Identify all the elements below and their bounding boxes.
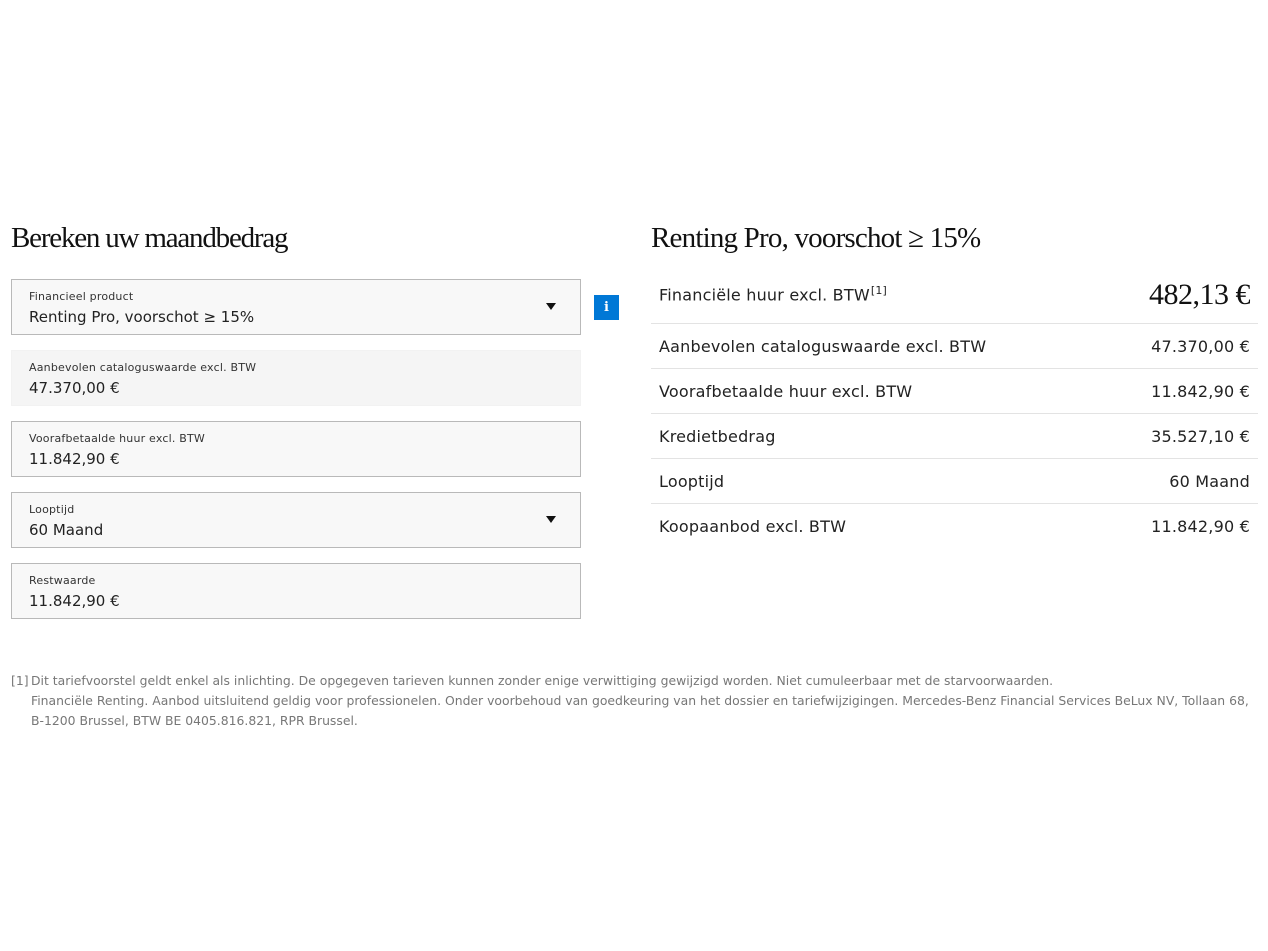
summary-row bbox=[651, 414, 1258, 459]
residual-value-value[interactable]: 11.842,90 € bbox=[29, 592, 120, 610]
summary-row bbox=[651, 504, 1258, 549]
summary-row bbox=[651, 459, 1258, 504]
summary-table bbox=[651, 266, 1258, 549]
summary-row-label: Koopaanbod excl. BTW bbox=[659, 517, 847, 536]
summary-row bbox=[651, 324, 1258, 369]
footnote-line-2: Financiële Renting. Aanbod uitsluitend geldig voor professionelen. Onder voorbehoud van goedkeuring van het dossier en tariefwijzigingen. Mercedes-Benz Financial Services BeLux NV, Tollaan 68, B-1200 Brussel, BTW BE 0405.816.821, RPR Brussel. bbox=[31, 693, 1249, 728]
prepaid-rent-input[interactable] bbox=[11, 421, 581, 477]
prepaid-rent-value[interactable]: 11.842,90 € bbox=[29, 450, 120, 468]
chevron-down-icon[interactable] bbox=[546, 303, 556, 310]
summary-row-value: 11.842,90 € bbox=[1151, 381, 1250, 401]
calculator-title: Bereken uw maandbedrag bbox=[11, 222, 288, 254]
info-icon[interactable]: i bbox=[594, 295, 619, 320]
summary-row-label: Looptijd bbox=[659, 471, 725, 491]
summary-row-label: Voorafbetaalde huur excl. BTW bbox=[659, 381, 913, 401]
summary-row-value: 60 Maand bbox=[1169, 471, 1250, 491]
footnote-marker: [1] bbox=[11, 673, 29, 688]
financial-product-value: Renting Pro, voorschot ≥ 15% bbox=[29, 308, 255, 326]
duration-value: 60 Maand bbox=[29, 521, 104, 539]
financial-product-select[interactable] bbox=[11, 279, 581, 335]
duration-select[interactable] bbox=[11, 492, 581, 548]
summary-row-monthly bbox=[651, 266, 1258, 324]
summary-title: Renting Pro, voorschot ≥ 15% bbox=[651, 222, 981, 254]
footnote-line-1: Dit tariefvoorstel geldt enkel als inlichting. De opgegeven tarieven kunnen zonder enige verwittiging gewijzigd worden. Niet cumuleerbaar met de starvoorwaarden. bbox=[31, 673, 1054, 688]
monthly-label: Financiële huur excl. BTW[1] bbox=[659, 284, 888, 305]
catalog-value-value: 47.370,00 € bbox=[29, 379, 120, 397]
summary-row-label: Kredietbedrag bbox=[659, 426, 776, 446]
catalog-value-field bbox=[11, 350, 581, 406]
monthly-amount: 482,13 € bbox=[1149, 277, 1250, 311]
catalog-value-label: Aanbevolen cataloguswaarde excl. BTW bbox=[29, 361, 257, 374]
prepaid-rent-label: Voorafbetaalde huur excl. BTW bbox=[29, 432, 205, 445]
residual-value-label: Restwaarde bbox=[29, 574, 96, 587]
summary-row-value: 47.370,00 € bbox=[1151, 336, 1250, 356]
summary-row-label: Aanbevolen cataloguswaarde excl. BTW bbox=[659, 336, 987, 356]
residual-value-input[interactable] bbox=[11, 563, 581, 619]
duration-label: Looptijd bbox=[29, 503, 75, 516]
footnote bbox=[11, 671, 1251, 731]
summary-row bbox=[651, 369, 1258, 414]
summary-row-value: 35.527,10 € bbox=[1151, 426, 1250, 446]
financial-product-label: Financieel product bbox=[29, 290, 134, 303]
chevron-down-icon[interactable] bbox=[546, 516, 556, 523]
summary-row-value: 11.842,90 € bbox=[1151, 517, 1250, 536]
footnote-ref[interactable]: [1] bbox=[870, 284, 888, 298]
